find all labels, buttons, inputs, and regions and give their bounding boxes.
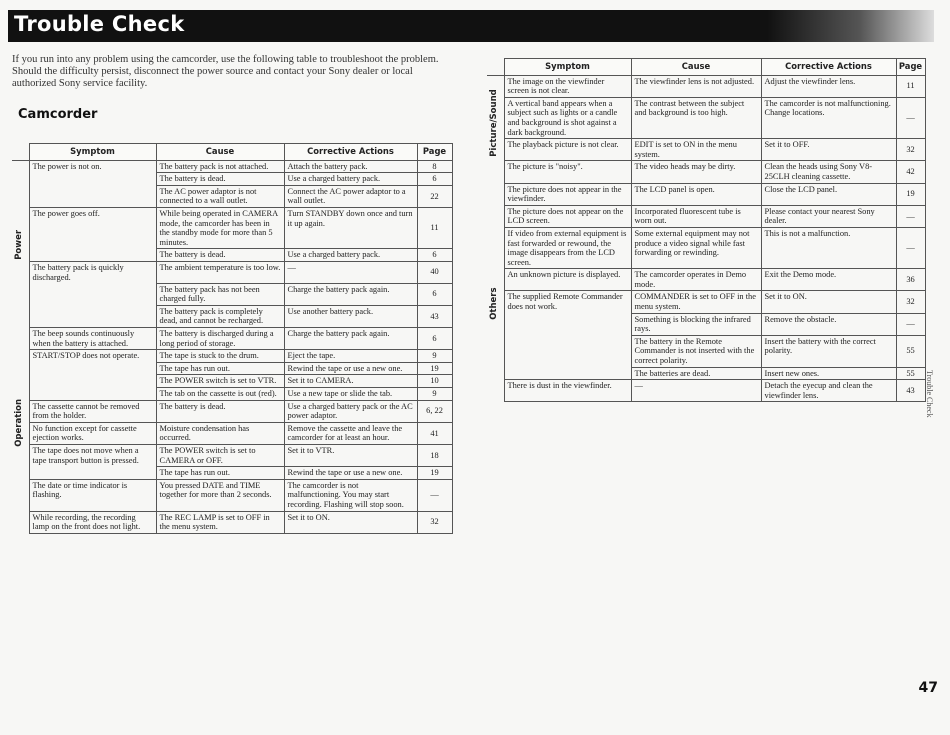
- table-row: [12, 444, 452, 466]
- cause-cell: Moisture condensation has occurred.: [156, 422, 284, 444]
- symptom-cell: [29, 185, 156, 207]
- page-cell: 8: [417, 160, 452, 173]
- symptom-cell: No function except for cassette ejection works.: [29, 422, 156, 444]
- page-cell: —: [896, 97, 925, 138]
- symptom-cell: The date or time indicator is flashing.: [29, 479, 156, 511]
- header-bar: [8, 10, 934, 42]
- page-cell: 32: [896, 291, 925, 313]
- symptom-cell: There is dust in the viewfinder.: [504, 380, 631, 402]
- cause-cell: The viewfinder lens is not adjusted.: [631, 75, 761, 97]
- table-row: [487, 75, 925, 97]
- page-cell: 55: [896, 367, 925, 380]
- symptom-cell: [29, 387, 156, 400]
- action-cell: Set it to CAMERA.: [284, 375, 417, 388]
- symptom-cell: The supplied Remote Commander does not work.: [504, 291, 631, 313]
- table-row: [487, 183, 925, 205]
- action-cell: Exit the Demo mode.: [761, 269, 896, 291]
- action-cell: Rewind the tape or use a new one.: [284, 467, 417, 480]
- group-label-text: Operation: [14, 398, 25, 447]
- action-cell: Clean the heads using Sony V8-25CLH cleaning cassette.: [761, 161, 896, 183]
- table-row: [487, 227, 925, 268]
- table-row: [487, 139, 925, 161]
- page-cell: —: [896, 227, 925, 268]
- symptom-cell: The battery pack is quickly discharged.: [29, 261, 156, 283]
- table-row: [12, 283, 452, 305]
- cause-cell: —: [631, 380, 761, 402]
- action-cell: Use another battery pack.: [284, 305, 417, 327]
- page-cell: 32: [417, 511, 452, 533]
- action-cell: Set it to ON.: [761, 291, 896, 313]
- symptom-cell: The picture does not appear in the viewfinder.: [504, 183, 631, 205]
- table-row: [487, 291, 925, 313]
- action-cell: Please contact your nearest Sony dealer.: [761, 205, 896, 227]
- table-row: [487, 205, 925, 227]
- action-cell: Set it to ON.: [284, 511, 417, 533]
- page-cell: 43: [417, 305, 452, 327]
- section-title: Camcorder: [18, 107, 98, 122]
- table-row: [487, 367, 925, 380]
- action-header: Corrective Actions: [761, 59, 896, 76]
- symptom-cell: A vertical band appears when a subject such as lights or a candle and background is shot against a dark background.: [504, 97, 631, 138]
- cause-cell: While being operated in CAMERA mode, the camcorder has been in the standby mode for more than 5 minutes.: [156, 207, 284, 248]
- symptom-header: Symptom: [504, 59, 631, 76]
- action-cell: —: [284, 261, 417, 283]
- intro-text: If you run into any problem using the camcorder, use the following table to troubleshoot the problem. Should the difficulty persist, disconnect the power source and contact your Sony dealer or local authorized Sony service facility.: [12, 54, 439, 89]
- left-trouble-table: [12, 143, 453, 534]
- action-cell: Turn STANDBY down once and turn it up again.: [284, 207, 417, 248]
- table-row: [12, 185, 452, 207]
- page-cell: 41: [417, 422, 452, 444]
- cause-cell: Something is blocking the infrared rays.: [631, 313, 761, 335]
- table-row: [487, 269, 925, 291]
- cause-cell: The tape has run out.: [156, 467, 284, 480]
- page-cell: 11: [896, 75, 925, 97]
- cause-cell: The AC power adaptor is not connected to a wall outlet.: [156, 185, 284, 207]
- symptom-cell: The image on the viewfinder screen is not clear.: [504, 75, 631, 97]
- group-label-text: Power: [14, 230, 25, 261]
- table-row: [487, 97, 925, 138]
- cause-cell: The battery pack is completely dead, and cannot be recharged.: [156, 305, 284, 327]
- page-cell: 40: [417, 261, 452, 283]
- action-cell: Attach the battery pack.: [284, 160, 417, 173]
- right-table-body: [487, 75, 925, 402]
- table-row: [12, 305, 452, 327]
- symptom-cell: [29, 305, 156, 327]
- action-cell: Insert the battery with the correct polarity.: [761, 335, 896, 367]
- page-cell: 6: [417, 328, 452, 350]
- cause-cell: The contrast between the subject and background is too high.: [631, 97, 761, 138]
- table-row: [12, 387, 452, 400]
- page-cell: 6: [417, 249, 452, 262]
- symptom-cell: The picture does not appear on the LCD screen.: [504, 205, 631, 227]
- cause-cell: The battery pack is not attached.: [156, 160, 284, 173]
- table-row: [12, 261, 452, 283]
- cause-cell: The batteries are dead.: [631, 367, 761, 380]
- symptom-cell: If video from external equipment is fast forwarded or rewound, the image disappears from the LCD screen.: [504, 227, 631, 268]
- symptom-cell: While recording, the recording lamp on the front does not light.: [29, 511, 156, 533]
- table-row: [12, 249, 452, 262]
- action-cell: Rewind the tape or use a new one.: [284, 362, 417, 375]
- symptom-cell: [29, 283, 156, 305]
- table-row: [12, 328, 452, 350]
- symptom-cell: START/STOP does not operate.: [29, 350, 156, 363]
- symptom-cell: [504, 367, 631, 380]
- symptom-cell: An unknown picture is displayed.: [504, 269, 631, 291]
- action-cell: Charge the battery pack again.: [284, 283, 417, 305]
- table-row: [12, 467, 452, 480]
- left.operation-group-label: [12, 350, 29, 534]
- cause-cell: The ambient temperature is too low.: [156, 261, 284, 283]
- cause-cell: The POWER switch is set to VTR.: [156, 375, 284, 388]
- action-cell: Use a charged battery pack.: [284, 173, 417, 186]
- cause-cell: The tape has run out.: [156, 362, 284, 375]
- action-cell: Charge the battery pack again.: [284, 328, 417, 350]
- cause-cell: The LCD panel is open.: [631, 183, 761, 205]
- group-label-text: Picture/Sound: [489, 88, 500, 157]
- action-cell: Connect the AC power adaptor to a wall outlet.: [284, 185, 417, 207]
- action-header: Corrective Actions: [284, 144, 417, 161]
- page-cell: 32: [896, 139, 925, 161]
- cause-cell: The battery is dead.: [156, 400, 284, 422]
- action-cell: Remove the cassette and leave the camcorder for at least an hour.: [284, 422, 417, 444]
- group-header: [487, 59, 504, 76]
- table-row: [12, 422, 452, 444]
- page-title: Trouble Check: [14, 12, 185, 36]
- page-cell: 11: [417, 207, 452, 248]
- group-header: [12, 144, 29, 161]
- symptom-cell: The tape does not move when a tape transport button is pressed.: [29, 444, 156, 466]
- symptom-cell: The power goes off.: [29, 207, 156, 248]
- symptom-cell: The power is not on.: [29, 160, 156, 173]
- side-tab-label: Trouble Check: [925, 370, 934, 418]
- page-header: Page: [896, 59, 925, 76]
- page-cell: 19: [896, 183, 925, 205]
- page-cell: —: [896, 205, 925, 227]
- cause-cell: Incorporated fluorescent tube is worn out.: [631, 205, 761, 227]
- action-cell: Use a charged battery pack.: [284, 249, 417, 262]
- table-row: [12, 350, 452, 363]
- cause-cell: The battery is dead.: [156, 173, 284, 186]
- action-cell: Remove the obstacle.: [761, 313, 896, 335]
- table-row: [12, 400, 452, 422]
- action-cell: Use a new tape or slide the tab.: [284, 387, 417, 400]
- action-cell: Adjust the viewfinder lens.: [761, 75, 896, 97]
- page-number: 47: [918, 680, 938, 696]
- page-cell: 6: [417, 173, 452, 186]
- symptom-cell: The cassette cannot be removed from the holder.: [29, 400, 156, 422]
- group-label-text: Others: [489, 287, 500, 320]
- cause-cell: The camcorder operates in Demo mode.: [631, 269, 761, 291]
- page-header: Page: [417, 144, 452, 161]
- cause-cell: The tape is stuck to the drum.: [156, 350, 284, 363]
- table-row: [12, 362, 452, 375]
- cause-cell: EDIT is set to ON in the menu system.: [631, 139, 761, 161]
- page-cell: 19: [417, 362, 452, 375]
- cause-cell: The tab on the cassette is out (red).: [156, 387, 284, 400]
- page-cell: 43: [896, 380, 925, 402]
- symptom-cell: The picture is "noisy".: [504, 161, 631, 183]
- page-cell: —: [896, 313, 925, 335]
- symptom-cell: [29, 362, 156, 375]
- page-cell: —: [417, 479, 452, 511]
- page-cell: 6, 22: [417, 400, 452, 422]
- action-cell: Set it to OFF.: [761, 139, 896, 161]
- symptom-header: Symptom: [29, 144, 156, 161]
- page-cell: 10: [417, 375, 452, 388]
- page-cell: 9: [417, 387, 452, 400]
- left-table-body: [12, 160, 452, 533]
- action-cell: Set it to VTR.: [284, 444, 417, 466]
- cause-cell: The battery in the Remote Commander is not inserted with the correct polarity.: [631, 335, 761, 367]
- table-row: [12, 160, 452, 173]
- cause-cell: Some external equipment may not produce a video signal while fast forwarding or rewinding.: [631, 227, 761, 268]
- action-cell: This is not a malfunction.: [761, 227, 896, 268]
- symptom-cell: [29, 467, 156, 480]
- symptom-cell: [29, 375, 156, 388]
- table-row: [12, 375, 452, 388]
- cause-cell: The battery pack has not been charged fully.: [156, 283, 284, 305]
- table-row: [12, 207, 452, 248]
- action-cell: The camcorder is not malfunctioning. You may start recording. Flashing will stop soon.: [284, 479, 417, 511]
- symptom-cell: [29, 249, 156, 262]
- page-cell: 19: [417, 467, 452, 480]
- table-row: [12, 173, 452, 186]
- cause-cell: COMMANDER is set to OFF in the menu system.: [631, 291, 761, 313]
- cause-cell: The POWER switch is set to CAMERA or OFF.: [156, 444, 284, 466]
- table-row: [487, 313, 925, 335]
- table-row: [487, 161, 925, 183]
- symptom-cell: [504, 335, 631, 367]
- action-cell: Eject the tape.: [284, 350, 417, 363]
- page-cell: 36: [896, 269, 925, 291]
- cause-cell: The video heads may be dirty.: [631, 161, 761, 183]
- symptom-cell: [504, 313, 631, 335]
- page-cell: 18: [417, 444, 452, 466]
- page-cell: 9: [417, 350, 452, 363]
- action-cell: Close the LCD panel.: [761, 183, 896, 205]
- table-row: [487, 380, 925, 402]
- symptom-cell: The playback picture is not clear.: [504, 139, 631, 161]
- action-cell: The camcorder is not malfunctioning. Change locations.: [761, 97, 896, 138]
- cause-header: Cause: [631, 59, 761, 76]
- right.picture-group-label: [487, 75, 504, 227]
- page-cell: 55: [896, 335, 925, 367]
- right-trouble-table: [487, 58, 926, 402]
- right.others-group-label: [487, 227, 504, 402]
- action-cell: Use a charged battery pack or the AC power adaptor.: [284, 400, 417, 422]
- action-cell: Insert new ones.: [761, 367, 896, 380]
- page-cell: 6: [417, 283, 452, 305]
- page-cell: 42: [896, 161, 925, 183]
- action-cell: Detach the eyecup and clean the viewfinder lens.: [761, 380, 896, 402]
- table-row: [12, 511, 452, 533]
- table-row: [487, 335, 925, 367]
- page-cell: 22: [417, 185, 452, 207]
- cause-cell: You pressed DATE and TIME together for more than 2 seconds.: [156, 479, 284, 511]
- symptom-cell: The beep sounds continuously when the battery is attached.: [29, 328, 156, 350]
- cause-cell: The battery is discharged during a long period of storage.: [156, 328, 284, 350]
- left.power-group-label: [12, 160, 29, 350]
- symptom-cell: [29, 173, 156, 186]
- table-row: [12, 479, 452, 511]
- cause-cell: The battery is dead.: [156, 249, 284, 262]
- cause-cell: The REC LAMP is set to OFF in the menu system.: [156, 511, 284, 533]
- cause-header: Cause: [156, 144, 284, 161]
